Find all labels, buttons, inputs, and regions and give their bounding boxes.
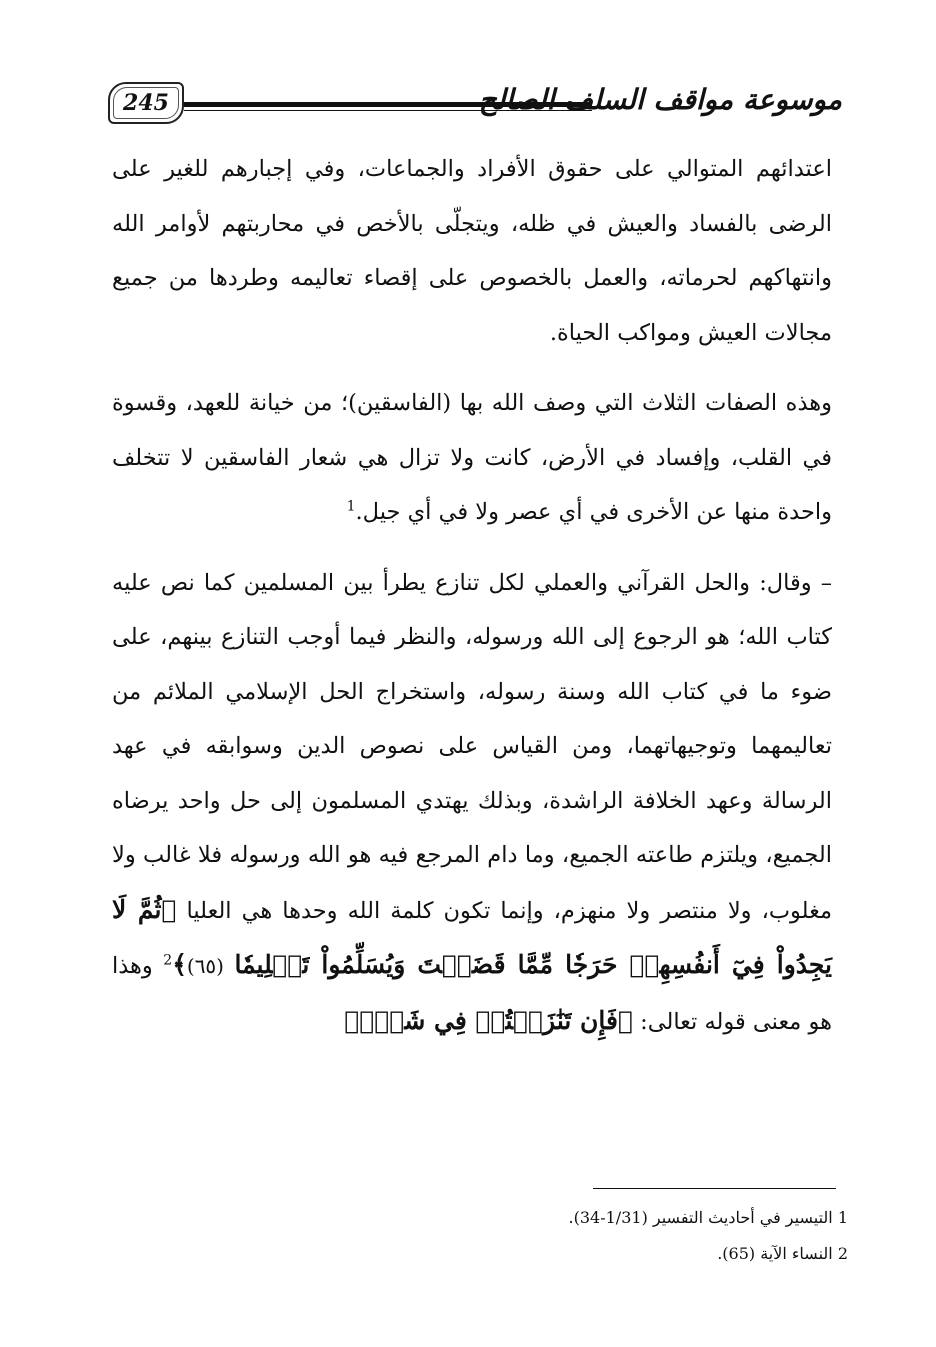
- paragraph-text: اعتدائهم المتوالي على حقوق الأفراد والجماعات، وفي إجبارهم للغير على الرضى بالفساد والعيش في ظله، ويتجلّى بالأخص في محاربتهم لأوامر الله وانتهاكهم لحرماته، والعمل بالخصوص على إقصاء تعاليمه وطردها من جميع مجالات العيش ومواكب الحياة.: [112, 156, 832, 346]
- running-title: موسوعة مواقف السلف الصالح: [478, 83, 842, 116]
- footnote-number: 2: [837, 1244, 848, 1263]
- footnote-ref: 1: [346, 498, 356, 515]
- footnote: [300, 1200, 848, 1236]
- paragraph: [112, 376, 832, 540]
- paragraph-text: وهذه الصفات الثلاث التي وصف الله بها (الفاسقين)؛ من خيانة للعهد، وقسوة في القلب، وإفساد في الأرض، كانت ولا تزال هي شعار الفاسقين لا تتخلف واحدة منها عن الأخرى في أي عصر ولا في أي جيل.: [112, 390, 832, 525]
- paragraph: [112, 142, 832, 360]
- page-number: 245: [123, 90, 169, 116]
- footnotes: [300, 1200, 848, 1272]
- paragraph-text: وهذا هو معنى قوله تعالى:: [112, 953, 832, 1035]
- page-header: [100, 76, 842, 136]
- verse-close-bracket: ﴾: [172, 950, 187, 979]
- main-text: [112, 142, 832, 1049]
- paragraph: [112, 556, 832, 1050]
- footnote-text: النساء الآية (65).: [717, 1244, 833, 1263]
- footnote-separator: [593, 1188, 836, 1189]
- page-number-badge: [108, 82, 184, 124]
- quran-verse: ﴿فَإِن تَنَٰزَعۡتُمۡ فِي شَيۡءٖ: [344, 1005, 633, 1035]
- paragraph-text: – وقال: والحل القرآني والعملي لكل تنازع يطرأ بين المسلمين كما نص عليه كتاب الله؛ هو الرجوع إلى الله ورسوله، والنظر فيما أوجب التنازع بينهم، على ضوء ما في كتاب الله وسنة رسوله، واستخراج الحل الإسلامي الملائم من تعاليمهما وتوجيهاتهما، ومن القياس على نصوص الدين وسوابقه في عهد الرسالة وعهد الخلافة الراشدة، وبذلك يهتدي المسلمون إلى حل واحد يرضاه الجميع، ويلتزم طاعته الجميع، وما دام المرجع فيه هو الله ورسوله فلا غالب ولا مغلوب، ولا منتصر ولا منهزم، وإنما تكون كلمة الله وحدها هي العليا: [112, 569, 833, 924]
- footnote-number: 1: [837, 1208, 848, 1227]
- footnote-text: التيسير في أحاديث التفسير (1/31-34).: [568, 1208, 833, 1227]
- footnote-ref: 2: [163, 952, 173, 969]
- footnote: [300, 1236, 848, 1272]
- quran-verse: ﴿ثُمَّ لَا يَجِدُواْ فِيٓ أَنفُسِهِمۡ حَرَجٗا مِّمَّا قَضَيۡتَ وَيُسَلِّمُواْ تَسۡلِيمٗا: [112, 894, 832, 979]
- ayah-number-mark: (٦٥): [186, 954, 224, 978]
